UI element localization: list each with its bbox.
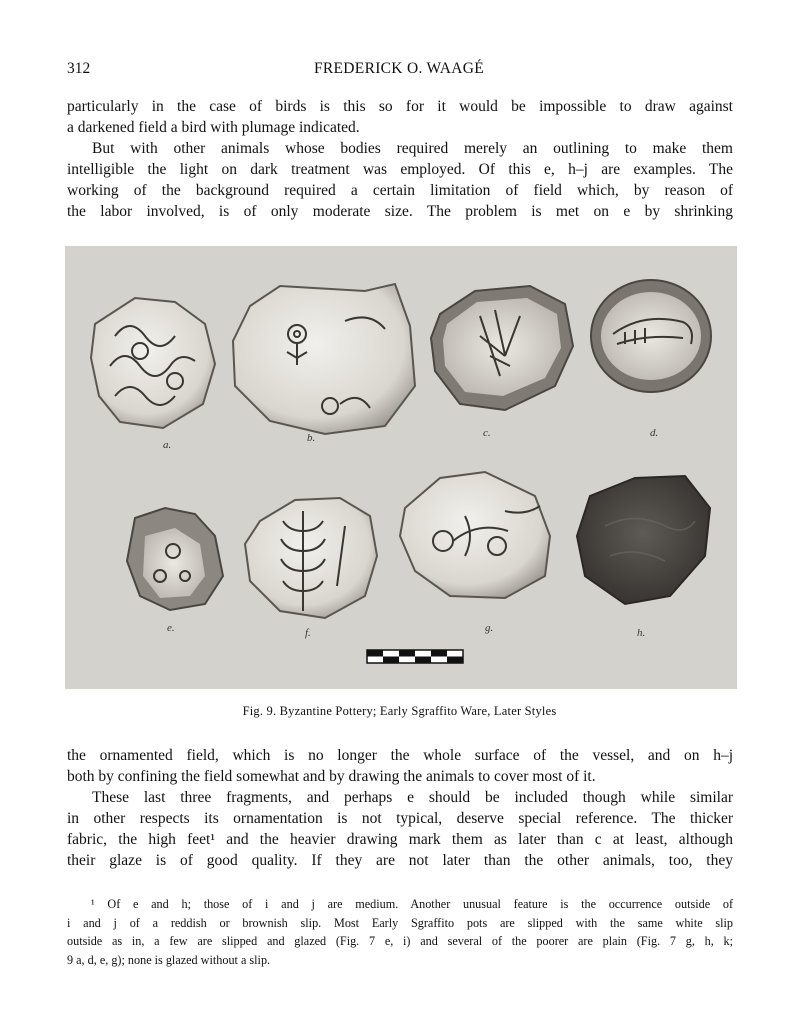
figure-label-b: b. — [307, 432, 316, 444]
text-line: a darkened field a bird with plumage indicated. — [67, 119, 360, 136]
pottery-figure — [65, 246, 737, 689]
figure-label-h: h. — [637, 627, 646, 639]
footnote-line: 9 a, d, e, g); none is glazed without a slip. — [67, 952, 271, 967]
text-line: both by confining the field somewhat and by drawing the animals to cover most of it. — [67, 768, 596, 785]
footnote-line: i and j of a reddish or brownish slip. Most Early Sgraffito pots are slipped with the same white slip — [67, 915, 733, 930]
footnote — [67, 895, 733, 969]
figure-label-e: e. — [167, 622, 175, 634]
footnote-line: outside as in, a few are slipped and glazed (Fig. 7 e, i) and several of the poorer are plain (Fig. 7 g, h, k; — [67, 934, 733, 948]
pottery-photo — [65, 246, 737, 689]
sherd-d — [591, 280, 711, 392]
text-line: working of the background required a certain limitation of field which, by reason of — [67, 182, 733, 199]
figure-label-g: g. — [485, 622, 494, 634]
figure-label-c: c. — [483, 427, 491, 439]
text-line: particularly in the case of birds is this so for it would be impossible to draw against — [67, 98, 733, 115]
running-head: FREDERICK O. WAAGÉ — [313, 60, 485, 77]
sherd-a — [91, 298, 215, 428]
figure-label-d: d. — [650, 427, 659, 439]
body-text-top — [67, 96, 733, 222]
text-line: These last three fragments, and perhaps e should be included though while similar — [92, 789, 733, 806]
sherd-b — [233, 284, 415, 434]
text-line: But with other animals whose bodies required merely an outlining to make them — [92, 140, 733, 157]
text-line: their glaze is of good quality. If they are not later than the other animals, too, they — [67, 852, 733, 869]
text-line: in other respects its ornamentation is not typical, deserve special reference. The thicker — [67, 810, 733, 827]
figure-label-a: a. — [163, 439, 172, 451]
text-line: fabric, the high feet¹ and the heavier drawing mark them as later than c at least, although — [67, 831, 733, 848]
scale-bar — [367, 650, 463, 663]
page-header — [67, 60, 731, 82]
figure-caption: Fig. 9. Byzantine Pottery; Early Sgraffito Ware, Later Styles — [242, 704, 557, 718]
figure-label-f: f. — [305, 627, 311, 639]
text-line: the labor involved, is of only moderate size. The problem is met on e by shrinking — [67, 203, 733, 220]
footnote-line: ¹ Of e and h; those of i and j are medium. Another unusual feature is the occurrence outside of — [91, 897, 733, 911]
text-line: the ornamented field, which is no longer the whole surface of the vessel, and on h–j — [67, 747, 733, 764]
text-line: intelligible the light on dark treatment was employed. Of this e, h–j are examples. The — [67, 161, 733, 178]
page-number: 312 — [67, 60, 91, 77]
body-text-bottom — [67, 745, 733, 871]
